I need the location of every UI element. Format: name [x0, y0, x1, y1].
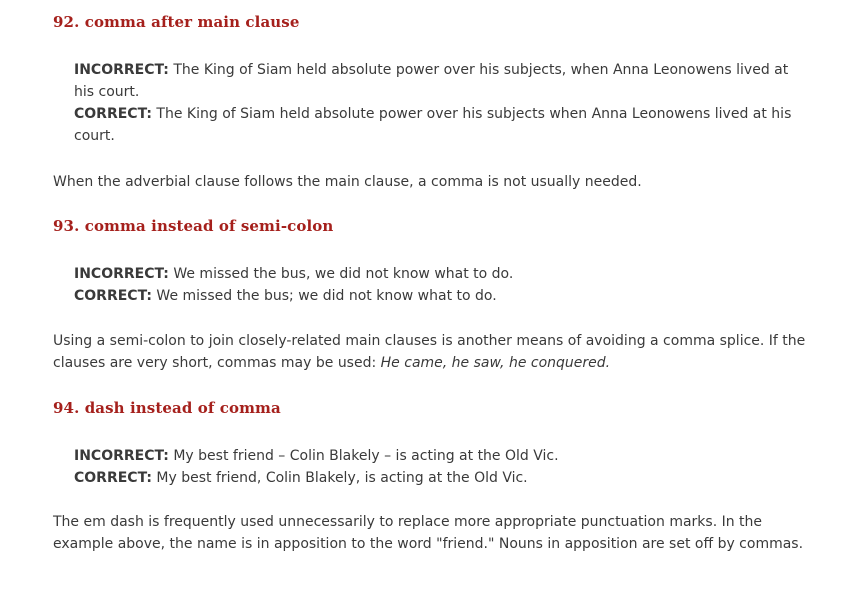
explanation-italic: He came, he saw, he conquered.: [380, 355, 611, 371]
correct-example: [74, 467, 804, 489]
examples-block: [53, 59, 804, 147]
incorrect-label: INCORRECT:: [74, 62, 169, 78]
incorrect-example: [74, 263, 804, 285]
correct-text: We missed the bus; we did not know what to do.: [151, 288, 497, 304]
correct-example: [74, 285, 804, 307]
incorrect-example: [74, 445, 804, 467]
explanation-text: Using a semi-colon to join closely-related main clauses is another means of avoiding a comma splice. If the clauses are very short, commas may be used:: [53, 333, 806, 371]
examples-block: [53, 445, 804, 489]
incorrect-text: We missed the bus, we did not know what to do.: [168, 266, 514, 282]
correct-text: My best friend, Colin Blakely, is acting at the Old Vic.: [151, 470, 528, 486]
incorrect-text: The King of Siam held absolute power over his subjects, when Anna Leonowens lived at his court.: [74, 62, 789, 100]
explanation: [53, 330, 813, 374]
section-title: 94. dash instead of comma: [53, 399, 281, 417]
incorrect-label: INCORRECT:: [74, 448, 169, 464]
explanation: [53, 511, 813, 555]
correct-example: [74, 103, 804, 147]
examples-block: [53, 263, 804, 307]
correct-label: CORRECT:: [74, 470, 152, 486]
explanation-text: When the adverbial clause follows the main clause, a comma is not usually needed.: [53, 174, 642, 190]
incorrect-example: [74, 59, 804, 103]
incorrect-label: INCORRECT:: [74, 266, 169, 282]
incorrect-text: My best friend – Colin Blakely – is acting at the Old Vic.: [168, 448, 559, 464]
correct-text: The King of Siam held absolute power over his subjects when Anna Leonowens lived at his court.: [74, 106, 792, 144]
correct-label: CORRECT:: [74, 106, 152, 122]
correct-label: CORRECT:: [74, 288, 152, 304]
explanation-text: The em dash is frequently used unnecessarily to replace more appropriate punctuation marks. In the example above, the name is in apposition to the word "friend." Nouns in apposition are set off by commas.: [53, 514, 804, 552]
section-title: 92. comma after main clause: [53, 13, 300, 31]
explanation: [53, 171, 813, 193]
section-title: 93. comma instead of semi-colon: [53, 217, 334, 235]
